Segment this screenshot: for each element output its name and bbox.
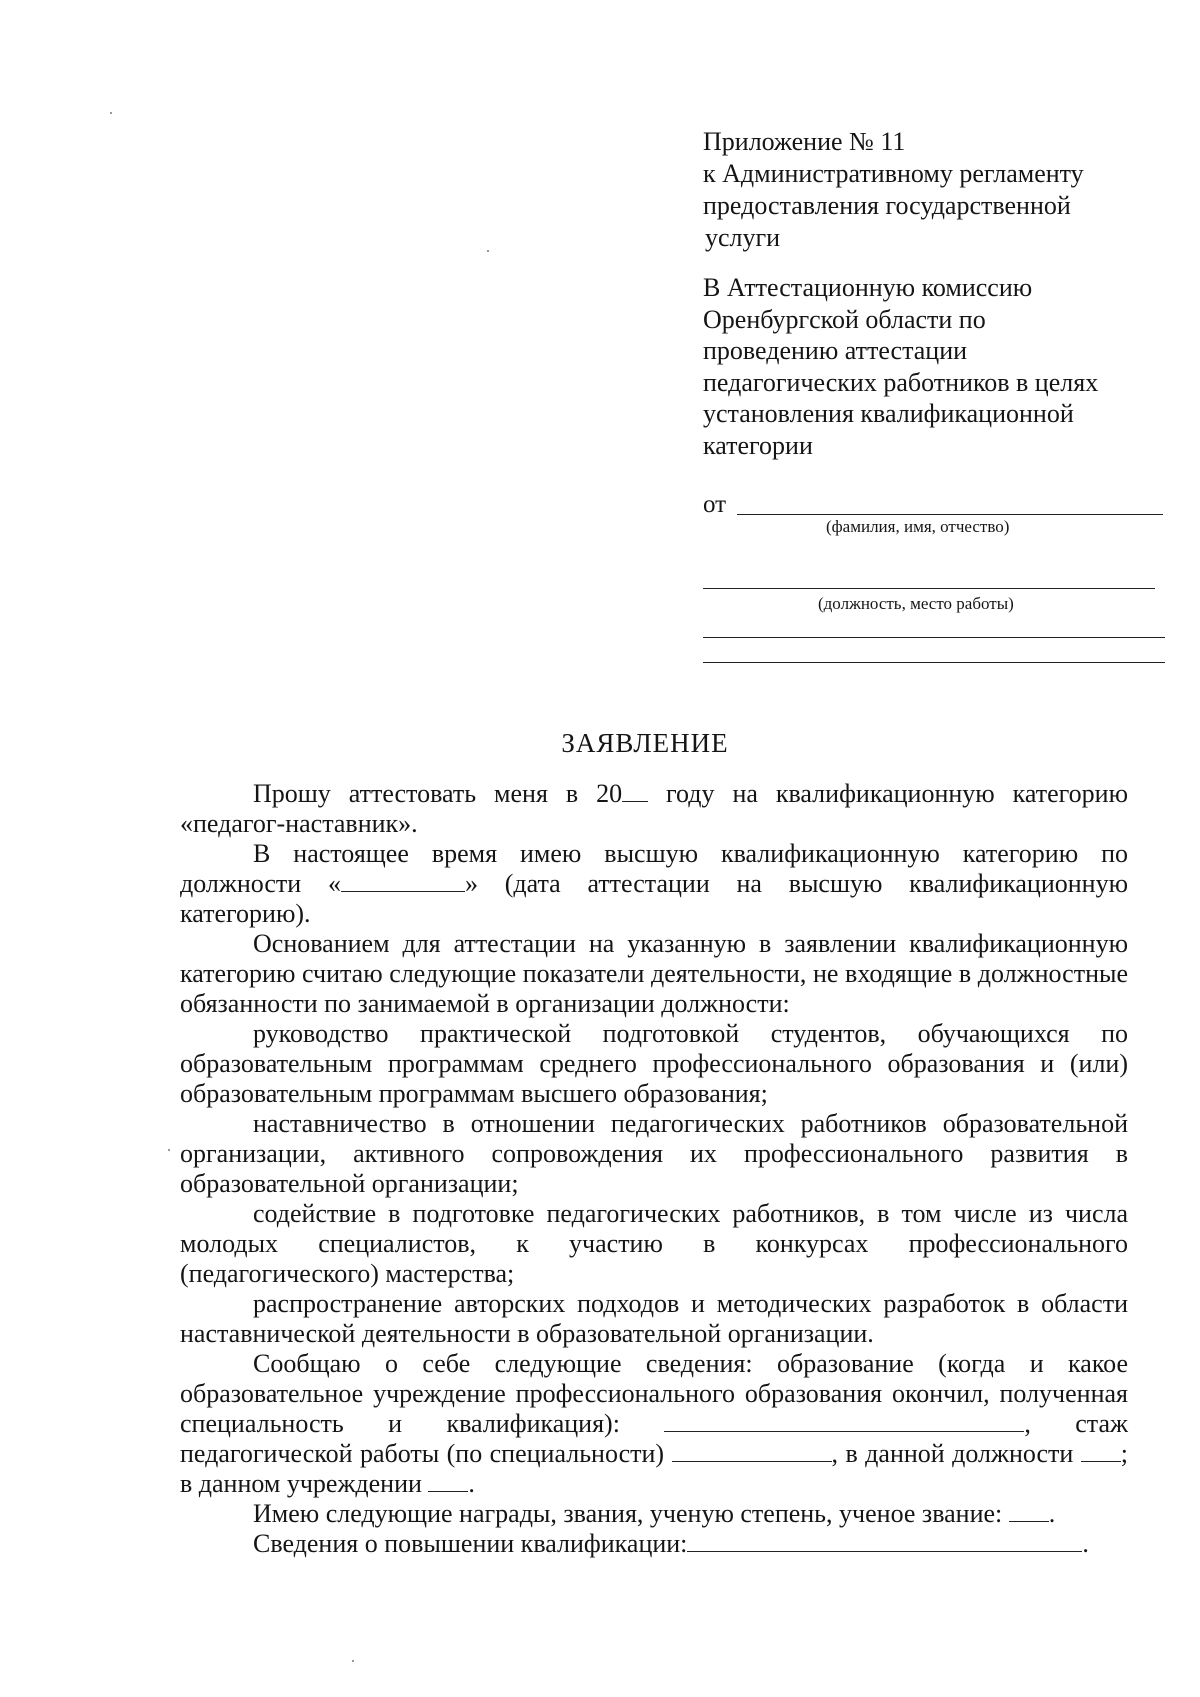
- applicant-extra-blank[interactable]: [703, 637, 1165, 638]
- training-blank[interactable]: [687, 1531, 1082, 1552]
- name-caption: (фамилия, имя, отчество): [826, 517, 1010, 536]
- from-label: от: [703, 491, 727, 518]
- request-paragraph: [180, 779, 1128, 839]
- application-body: [180, 779, 1128, 1559]
- indicator-item: руководство практической подготовкой студентов, обучающихся по образовательным программам среднего профессионального образования и (или) образовательным программам высшего образования;: [180, 1019, 1128, 1108]
- addressee-line: В Аттестационную комиссию: [703, 273, 1033, 302]
- applicant-name-blank[interactable]: [737, 514, 1163, 515]
- personal-info-text: ; в данном учреждении: [180, 1439, 1128, 1498]
- attestation-date-blank[interactable]: [341, 871, 465, 892]
- request-text: Прошу аттестовать меня в 20: [253, 779, 623, 808]
- scan-speck: [110, 112, 112, 114]
- appendix-number: Приложение № 11: [703, 127, 906, 156]
- addressee-line: проведению аттестации: [703, 336, 968, 365]
- training-text: .: [1082, 1529, 1089, 1558]
- experience-blank[interactable]: [672, 1441, 832, 1462]
- indicator-item: содействие в подготовке педагогических работников, в том числе из числа молодых специалистов, к участию в конкурсах профессионального (педагогического) мастерства;: [180, 1199, 1128, 1288]
- scan-speck: [352, 1660, 354, 1662]
- awards-paragraph: [180, 1499, 1128, 1529]
- awards-text: .: [1048, 1499, 1056, 1528]
- scan-speck: [487, 250, 489, 252]
- awards-text: Имею следующие награды, звания, ученую степень, ученое звание:: [253, 1499, 1009, 1528]
- appendix-reference-line: предоставления государственной: [703, 191, 1071, 220]
- applicant-position-blank[interactable]: [703, 588, 1155, 589]
- indicator-item: наставничество в отношении педагогических работников образовательной организации, активного сопровождения их профессионального развития в образовательной организации;: [180, 1109, 1128, 1198]
- scan-speck: [168, 1149, 170, 1151]
- personal-info-text: Сообщаю о себе следующие сведения: образование (когда и какое образовательное учреждение профессионального образования окончил, полученная специальность и квалификация):: [180, 1349, 1128, 1438]
- year-blank[interactable]: [622, 781, 648, 802]
- document-title: ЗАЯВЛЕНИЕ: [561, 728, 729, 758]
- addressee-block: [703, 272, 1173, 461]
- training-paragraph: [180, 1529, 1128, 1559]
- education-blank[interactable]: [664, 1411, 1024, 1432]
- current-category-paragraph: [180, 839, 1128, 929]
- position-experience-blank[interactable]: [1081, 1441, 1121, 1462]
- personal-info-paragraph: [180, 1349, 1128, 1499]
- addressee-line: установления квалификационной: [703, 399, 1074, 428]
- addressee-line: категории: [703, 430, 813, 460]
- applicant-name-row: [703, 490, 1163, 520]
- appendix-header: [703, 126, 1143, 254]
- current-category-text: » (дата аттестации на высшую квалификационную категорию).: [180, 869, 1129, 928]
- indicator-item: распространение авторских подходов и методических разработок в области наставнической деятельности в образовательной организации.: [180, 1289, 1128, 1348]
- position-caption: (должность, место работы): [818, 594, 1014, 613]
- addressee-line: Оренбургской области по: [703, 304, 986, 334]
- training-text: Сведения о повышении квалификации:: [253, 1529, 688, 1558]
- appendix-reference-line: услуги: [705, 223, 781, 252]
- awards-blank[interactable]: [1009, 1501, 1049, 1522]
- personal-info-text: .: [468, 1469, 475, 1498]
- personal-info-text: , стаж педагогической работы (по специальности): [180, 1409, 1128, 1468]
- institution-experience-blank[interactable]: [428, 1471, 468, 1492]
- appendix-reference-line: к Административному регламенту: [703, 159, 1084, 188]
- addressee-line: педагогических работников в целях: [703, 367, 1099, 397]
- current-category-text: В настоящее время имею высшую квалификационную категорию по должности «: [180, 839, 1128, 898]
- request-text: году на квалификационную категорию «педагог-наставник».: [180, 779, 1128, 838]
- personal-info-text: , в данной должности: [831, 1439, 1081, 1468]
- applicant-extra-blank[interactable]: [703, 662, 1165, 663]
- basis-paragraph: Основанием для аттестации на указанную в заявлении квалификационную категорию считаю следующие показатели деятельности, не входящие в должностные обязанности по занимаемой в организации должности:: [180, 929, 1128, 1018]
